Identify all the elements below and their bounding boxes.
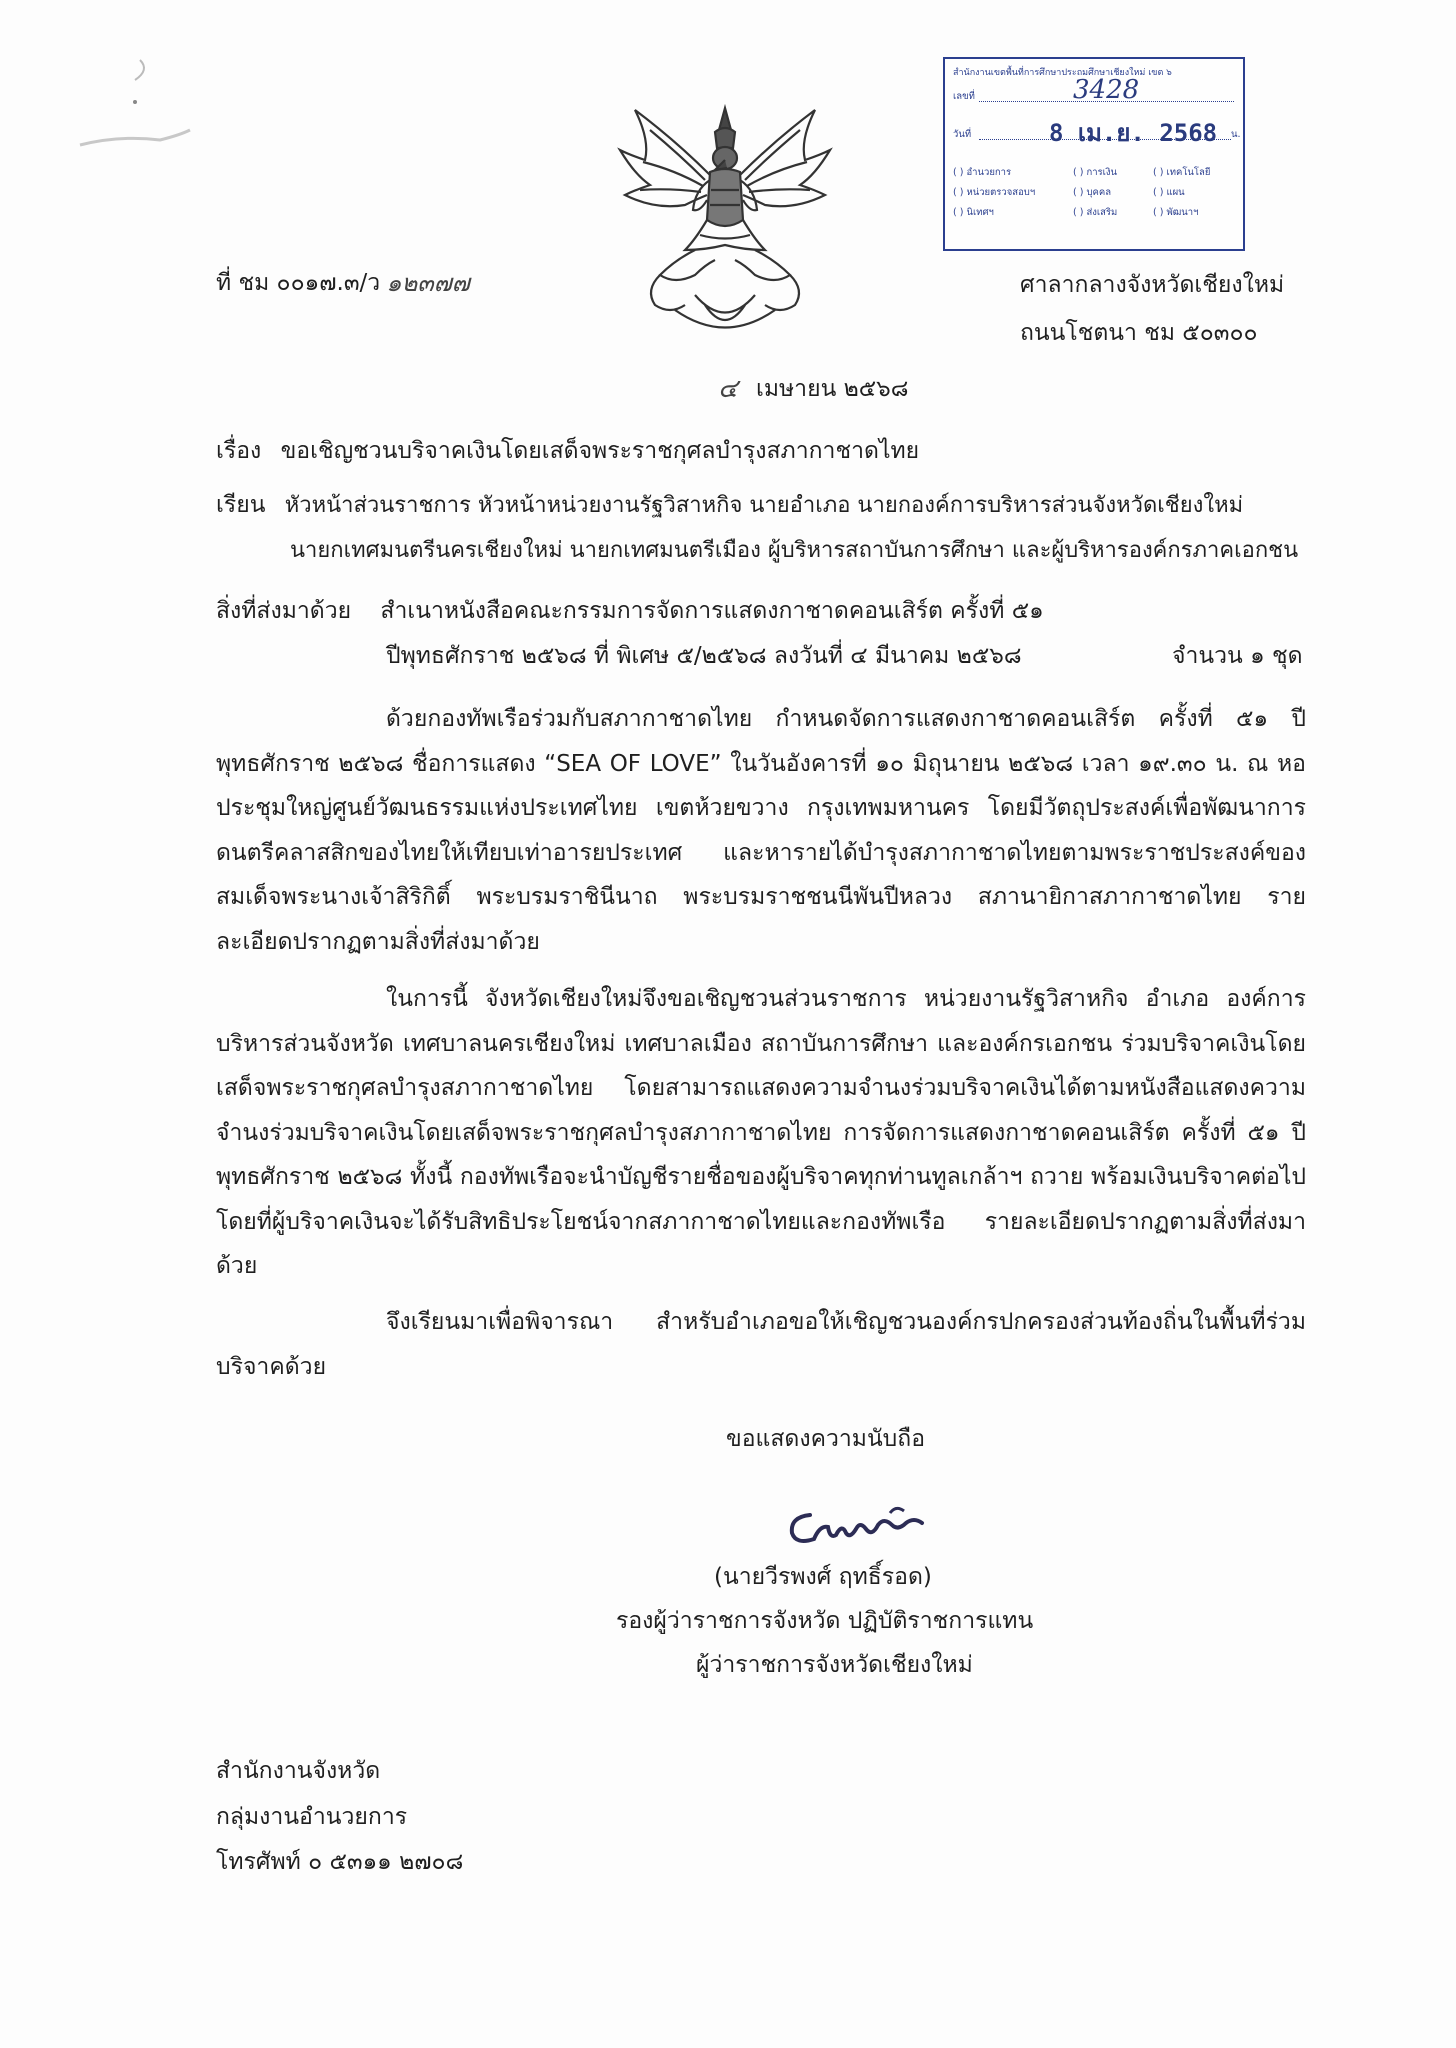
stamp-number-label: เลขที่ [953, 91, 975, 102]
org-name: ศาลากลางจังหวัดเชียงใหม่ [1020, 272, 1285, 298]
enclosure-label: สิ่งที่ส่งมาด้วย [216, 598, 352, 624]
stamp-date-value: 8 เม.ย. 2568 [1049, 119, 1218, 147]
stamp-number-value: 3428 [1073, 75, 1140, 105]
to-recipients-1: หัวหน้าส่วนราชการ หัวหน้าหน่วยงานรัฐวิสาหกิจ นายอำเภอ นายกองค์การบริหารส่วนจังหวัดเชียงใหม่ [284, 493, 1244, 518]
stamp-option: ( ) นิเทศฯ [953, 207, 994, 218]
enclosure-line-1 [216, 596, 1044, 626]
body-paragraph-3-text: จึงเรียนมาเพื่อพิจารณา สำหรับอำเภอขอให้เชิญชวนองค์กรปกครองส่วนท้องถิ่นในพื้นที่ร่วมบริจาคด้วย [216, 1309, 1306, 1380]
stamp-date-label: วันที่ [953, 129, 972, 140]
body-paragraph-2-text: ในการนี้ จังหวัดเชียงใหม่จึงขอเชิญชวนส่วนราชการ หน่วยงานรัฐวิสาหกิจ อำเภอ องค์การบริหารส่วนจังหวัด เทศบาลนครเชียงใหม่ เทศบาลเมือง สถาบันการศึกษา และองค์กรเอกชน ร่วมบริจาคเงินโดยเสด็จพระราชกุศลบำรุงสภากาชาดไทย โดยสามารถแสดงความจำนงร่วมบริจาคเงินได้ตามหนังสือแสดงความจำนงร่วมบริจาคเงินโดยเสด็จพระราชกุศลบำรุงสภากาชาดไทย การจัดการแสดงกาชาดคอนเสิร์ต ครั้งที่ ๕๑ ปีพุทธศักราช ๒๕๖๘ ทั้งนี้ กองทัพเรือจะนำบัญชีรายชื่อของผู้บริจาคทุกท่านทูลเกล้าฯ ถวาย พร้อมเงินบริจาคต่อไป โดยที่ผู้บริจาคเงินจะได้รับสิทธิประโยชน์จากสภากาชาดไทยและกองทัพเรือ รายละเอียดปรากฏตามสิ่งที่ส่งมาด้วย [216, 986, 1306, 1279]
to-recipients-2: นายกเทศมนตรีนครเชียงใหม่ นายกเทศมนตรีเมือง ผู้บริหารสถาบันการศึกษา และผู้บริหารองค์กรภาคเอกชน [290, 538, 1299, 563]
footer-group: กลุ่มงานอำนวยการ [216, 1804, 408, 1830]
footer-office: สำนักงานจังหวัด [216, 1758, 381, 1784]
stamp-option: ( ) บุคคล [1073, 187, 1112, 198]
body-paragraph-2 [216, 977, 1306, 1289]
stamp-option: ( ) พัฒนาฯ [1153, 207, 1199, 218]
signer-name: (นายวีรพงศ์ ฤทธิ์รอด) [714, 1564, 932, 1590]
stamp-option: ( ) แผน [1153, 187, 1185, 198]
to-line-1 [216, 490, 1243, 521]
body-paragraph-3 [216, 1300, 1306, 1389]
garuda-emblem-icon [615, 100, 835, 340]
stamp-option: ( ) หน่วยตรวจสอบฯ [953, 187, 1036, 198]
reference-number [216, 268, 470, 298]
stamp-office: สำนักงานเขตพื้นที่การศึกษาประถมศึกษาเชียงใหม่ เขต ๖ [953, 68, 1172, 78]
subject-text: ขอเชิญชวนบริจาคเงินโดยเสด็จพระราชกุศลบำรุงสภากาชาดไทย [280, 438, 920, 464]
reference-hand-number: ๑๒๓๗๗ [386, 269, 470, 297]
footer-phone: โทรศัพท์ ๐ ๕๓๑๑ ๒๗๐๘ [216, 1849, 464, 1875]
to-label: เรียน [216, 492, 266, 518]
signer-position-2: ผู้ว่าราชการจังหวัดเชียงใหม่ [696, 1652, 973, 1678]
stamp-time-label: น. [1231, 129, 1241, 140]
stamp-option: ( ) การเงิน [1073, 167, 1118, 178]
stamp-options-row-3 [953, 205, 1243, 220]
scan-smudge-icon [40, 40, 200, 160]
stamp-option: ( ) อำนวยการ [953, 167, 1012, 178]
org-address: ถนนโชตนา ชม ๕๐๓๐๐ [1020, 320, 1258, 346]
signer-position-1: รองผู้ว่าราชการจังหวัด ปฏิบัติราชการแทน [616, 1608, 1034, 1634]
receipt-stamp [943, 57, 1245, 251]
enclosure-text-1: สำเนาหนังสือคณะกรรมการจัดการแสดงกาชาดคอนเสิร์ต ครั้งที่ ๕๑ [380, 598, 1044, 624]
body-paragraph-1-text: ด้วยกองทัพเรือร่วมกับสภากาชาดไทย กำหนดจัดการแสดงกาชาดคอนเสิร์ต ครั้งที่ ๕๑ ปีพุทธศักราช ๒๕๖๘ ชื่อการแสดง “SEA OF LOVE” ในวันอังคารที่ ๑๐ มิถุนายน ๒๕๖๘ เวลา ๑๙.๓๐ น. ณ หอประชุมใหญ่ศูนย์วัฒนธรรมแห่งประเทศไทย เขตห้วยขวาง กรุงเทพมหานคร โดยมีวัตถุประสงค์เพื่อพัฒนาการดนตรีคลาสสิกของไทยให้เทียบเท่าอารยประเทศ และหารายได้บำรุงสภากาชาดไทยตามพระราชประสงค์ของ สมเด็จพระนางเจ้าสิริกิติ์ พระบรมราชินีนาถ พระบรมราชชนนีพันปีหลวง สภานายิกาสภากาชาดไทย รายละเอียดปรากฏตามสิ่งที่ส่งมาด้วย [216, 706, 1306, 955]
subject-label: เรื่อง [216, 438, 262, 464]
closing-salutation: ขอแสดงความนับถือ [726, 1426, 926, 1452]
date-month-year: เมษายน ๒๕๖๘ [756, 376, 909, 402]
enclosure-text-2: ปีพุทธศักราช ๒๕๖๘ ที่ พิเศษ ๕/๒๕๖๘ ลงวันที่ ๔ มีนาคม ๒๕๖๘ [386, 643, 1022, 669]
document-date [718, 374, 909, 404]
stamp-option: ( ) เทคโนโลยี [1153, 167, 1211, 178]
signature-icon [780, 1495, 940, 1555]
enclosure-count: จำนวน ๑ ชุด [1172, 643, 1303, 669]
stamp-option: ( ) ส่งเสริม [1073, 207, 1118, 218]
date-day: ๔ [718, 374, 738, 404]
reference-number-text: ที่ ชม ๐๐๑๗.๓/ว [216, 270, 381, 296]
body-paragraph-1 [216, 697, 1306, 964]
stamp-options-row-2 [953, 185, 1243, 200]
subject-line [216, 436, 919, 466]
stamp-options-row-1 [953, 165, 1243, 180]
